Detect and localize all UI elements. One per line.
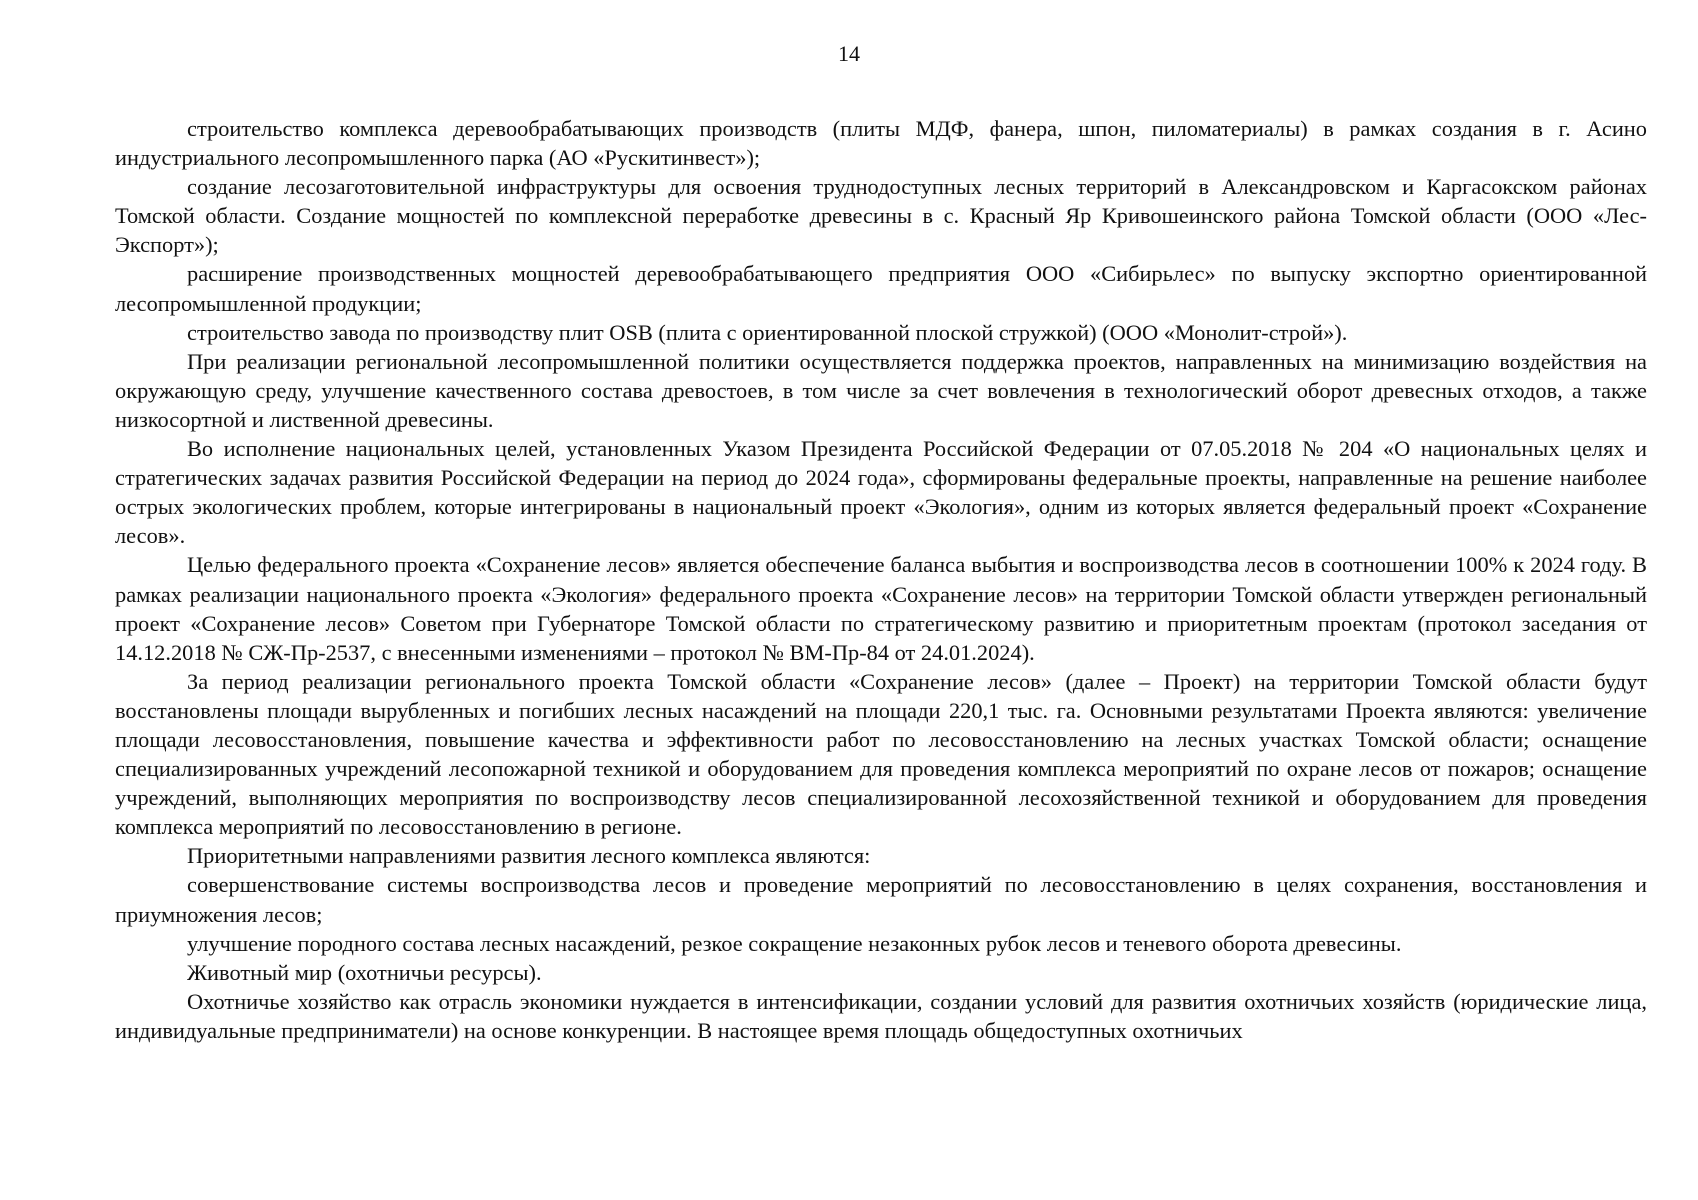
paragraph: совершенствование системы воспроизводства лесов и проведение мероприятий по лесовосстановлению в целях сохранения, восстановления и приумножения лесов; <box>115 872 1647 927</box>
paragraph: расширение производственных мощностей деревообрабатывающего предприятия ООО «Сибирьлес» по выпуску экспортно ориентированной лесопромышленной продукции; <box>115 261 1647 316</box>
paragraph: строительство комплекса деревообрабатывающих производств (плиты МДФ, фанера, шпон, пиломатериалы) в рамках создания в г. Асино индустриального лесопромышленного парка (АО «Рускитинвест»); <box>115 116 1647 171</box>
paragraph: При реализации региональной лесопромышленной политики осуществляется поддержка проектов, направленных на минимизацию воздействия на окружающую среду, улучшение качественного состава древостоев, в том числе за счет вовлечения в технологический оборот древесных отходов, а также низкосортной и лиственной древесины. <box>115 348 1647 432</box>
paragraph: улучшение породного состава лесных насаждений, резкое сокращение незаконных рубок лесов и теневого оборота древесины. <box>187 930 1402 956</box>
document-body <box>115 114 1647 1045</box>
paragraph: Приоритетными направлениями развития лесного комплекса являются: <box>187 843 871 869</box>
paragraph: Целью федерального проекта «Сохранение лесов» является обеспечение баланса выбытия и воспроизводства лесов в соотношении 100% к 2024 году. В рамках реализации национального проекта «Экология» федерального проекта «Сохранение лесов» на территории Томской области утвержден региональный проект «Сохранение лесов» Советом при Губернаторе Томской области по стратегическому развитию и приоритетным проектам (протокол заседания от 14.12.2018 № СЖ-Пр-2537, с внесенными изменениями – протокол № ВМ-Пр-84 от 24.01.2024). <box>115 552 1647 665</box>
paragraph: строительство завода по производству плит OSB (плита с ориентированной плоской стружкой) (ООО «Монолит-строй»). <box>187 319 1348 345</box>
page-number: 14 <box>838 41 860 66</box>
paragraph: создание лесозаготовительной инфраструктуры для освоения труднодоступных лесных территорий в Александровском и Каргасокском районах Томской области. Создание мощностей по комплексной переработке древесины в с. Красный Яр Кривошеинского района Томской области (ООО «Лес-Экспорт»); <box>115 174 1647 258</box>
paragraph: Охотничье хозяйство как отрасль экономики нуждается в интенсификации, создании условий для развития охотничьих хозяйств (юридические лица, индивидуальные предприниматели) на основе конкуренции. В настоящее время площадь общедоступных охотничьих <box>115 988 1647 1043</box>
paragraph: Животный мир (охотничьи ресурсы). <box>187 959 542 985</box>
paragraph: Во исполнение национальных целей, установленных Указом Президента Российской Федерации от 07.05.2018 № 204 «О национальных целях и стратегических задачах развития Российской Федерации на период до 2024 года», сформированы федеральные проекты, направленные на решение наиболее острых экологических проблем, которые интегрированы в национальный проект «Экология», одним из которых является федеральный проект «Сохранение лесов». <box>115 436 1647 549</box>
paragraph: За период реализации регионального проекта Томской области «Сохранение лесов» (далее – Проект) на территории Томской области будут восстановлены площади вырубленных и погибших лесных насаждений на площади 220,1 тыс. га. Основными результатами Проекта являются: увеличение площади лесовосстановления, повышение качества и эффективности работ по лесовосстановлению на лесных участках Томской области; оснащение специализированных учреждений лесопожарной техникой и оборудованием для проведения комплекса мероприятий по охране лесов от пожаров; оснащение учреждений, выполняющих мероприятия по воспроизводству лесов специализированной лесохозяйственной техникой и оборудованием для проведения комплекса мероприятий по лесовосстановлению в регионе. <box>115 668 1647 840</box>
